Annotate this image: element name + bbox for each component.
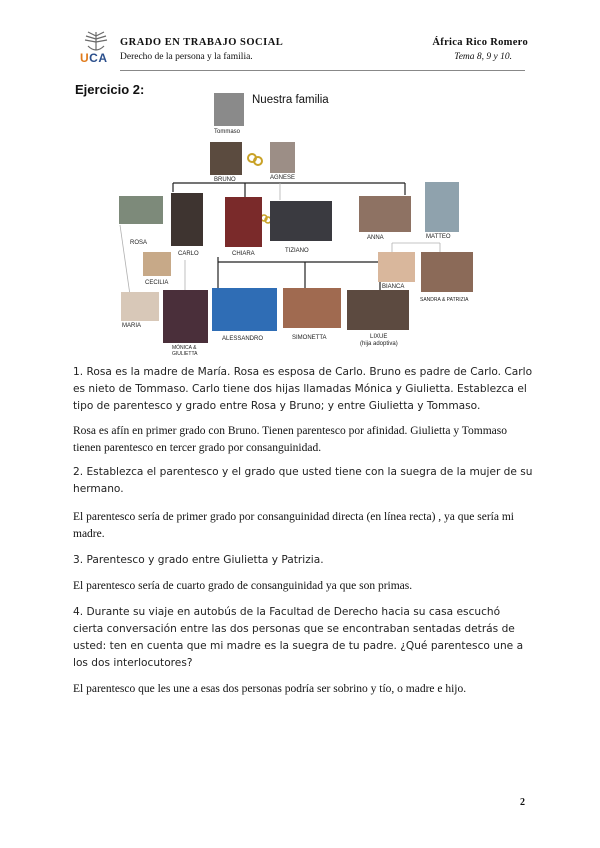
- question-1: 1. Rosa es la madre de María. Rosa es esposa de Carlo. Bruno es padre de Carlo. Carlo es nieto de Tommaso. Carlo tiene dos hijas llamadas Mónica y Giulietta. Establezca el tipo de parentesco y grado entre Rosa y Bruno; y entre Giulietta y Tommaso.: [73, 366, 533, 412]
- answer-1: Rosa es afín en primer grado con Bruno. Tienen parentesco por afinidad. Giulietta y Tommaso tienen parentesco en tercer grado por consanguinidad.: [73, 425, 507, 454]
- answer-2: El parentesco sería de primer grado por consanguinidad directa (en línea recta) , ya que sería mi madre.: [73, 511, 514, 540]
- carlo-photo: [171, 193, 203, 246]
- label-carlo: CARLO: [178, 251, 199, 257]
- bruno-photo: [210, 142, 242, 175]
- label-giulietta: GIULIETTA: [172, 351, 198, 357]
- label-cecilia: CECILIA: [145, 280, 169, 286]
- logo-wordmark: UCA: [80, 51, 108, 65]
- wedding-rings-icon: [248, 154, 262, 165]
- monica-giulietta-photo: [163, 290, 208, 343]
- label-lixue: LIXUE: [370, 334, 388, 340]
- agnese-photo: [270, 142, 295, 173]
- maria-photo: [121, 292, 159, 321]
- rosa-photo: [119, 196, 163, 224]
- header-title: GRADO EN TRABAJO SOCIAL: [120, 37, 284, 48]
- bianca-photo: [378, 252, 415, 282]
- label-agnese: AGNESE: [270, 175, 296, 181]
- label-tiziano: TIZIANO: [285, 248, 309, 254]
- label-bianca: BIANCA: [382, 284, 405, 290]
- matteo-photo: [425, 182, 459, 232]
- label-rosa: ROSA: [130, 240, 148, 246]
- tree-title: Nuestra familia: [252, 94, 329, 106]
- chiara-photo: [225, 197, 262, 247]
- anna-photo: [359, 196, 411, 232]
- tommaso-photo: [214, 93, 244, 126]
- header-topic: Tema 8, 9 y 10.: [454, 52, 512, 62]
- alessandro-photo: [212, 288, 277, 331]
- label-simonetta: SIMONETTA: [292, 335, 327, 341]
- question-2: 2. Establezca el parentesco y el grado que usted tiene con la suegra de la mujer de su hermano.: [73, 466, 533, 495]
- wedding-rings-icon: [261, 215, 271, 223]
- header-divider: [120, 70, 525, 71]
- label-bruno: BRUNO: [214, 177, 236, 183]
- label-lixue-note: (hija adoptiva): [360, 341, 398, 347]
- simonetta-photo: [283, 288, 341, 328]
- question-3: 3. Parentesco y grado entre Giulietta y Patrizia.: [73, 554, 324, 566]
- label-tommaso: Tommaso: [214, 129, 241, 135]
- lixue-photo: [347, 290, 409, 330]
- exercise-title: Ejercicio 2:: [75, 82, 145, 97]
- label-sandra-patrizia: SANDRA & PATRIZIA: [420, 297, 469, 303]
- answer-4: El parentesco que les une a esas dos personas podría ser sobrino y tío, o madre e hijo.: [73, 683, 467, 695]
- header-subtitle: Derecho de la persona y la familia.: [120, 52, 253, 62]
- tiziano-photo: [270, 201, 332, 241]
- label-anna: ANNA: [367, 235, 384, 241]
- label-monica: MÓNICA &: [172, 345, 197, 351]
- question-4: 4. Durante su viaje en autobús de la Facultad de Derecho hacia su casa escuchó cierta conversación entre las dos personas que se encontraban sentadas detrás de usted: ten en cuenta que mi madre es la suegra de tu padre. ¿Qué parentesco une a los dos interlocutores?: [73, 606, 524, 669]
- sandra-patrizia-photo: [421, 252, 473, 292]
- family-tree-diagram: [110, 88, 480, 360]
- label-alessandro: ALESSANDRO: [222, 336, 264, 342]
- header-author: África Rico Romero: [432, 37, 528, 48]
- page-number: 2: [520, 797, 525, 808]
- label-matteo: MATTEO: [426, 234, 451, 240]
- answer-3: El parentesco sería de cuarto grado de consanguinidad ya que son primas.: [73, 580, 413, 592]
- label-chiara: CHIARA: [232, 251, 255, 257]
- label-maria: MARIA: [122, 323, 142, 329]
- cecilia-photo: [143, 252, 171, 276]
